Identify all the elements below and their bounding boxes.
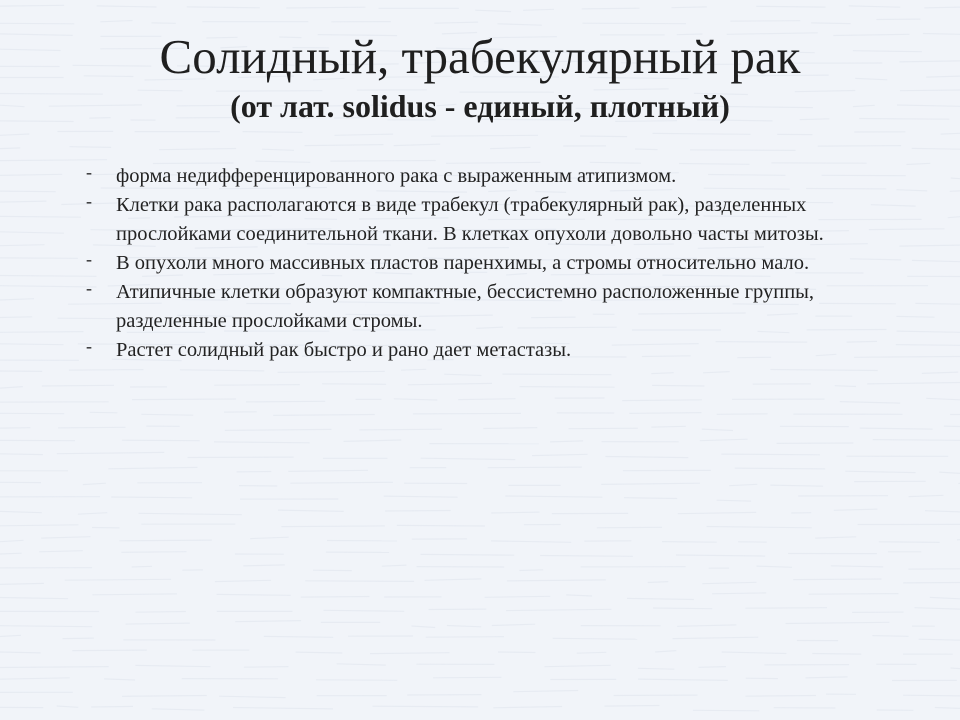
bullet-marker: - bbox=[86, 162, 92, 182]
bullet-marker: - bbox=[86, 191, 92, 211]
bullet-text: В опухоли много массивных пластов паренхимы, а стромы относительно мало. bbox=[116, 252, 810, 274]
bullet-item bbox=[86, 162, 886, 191]
bullet-marker: - bbox=[86, 278, 92, 298]
bullet-item bbox=[86, 278, 886, 336]
bullet-item bbox=[86, 191, 886, 249]
bullet-text: форма недифференцированного рака с выраженным атипизмом. bbox=[116, 165, 677, 187]
bullet-text: Клетки рака располагаются в виде трабекул (трабекулярный рак), разделенных прослойками соединительной ткани. В клетках опухоли довольно часты митозы. bbox=[116, 194, 824, 245]
bullet-marker: - bbox=[86, 336, 92, 356]
bullet-text: Растет солидный рак быстро и рано дает метастазы. bbox=[116, 339, 572, 361]
bullet-item bbox=[86, 249, 886, 278]
bullet-marker: - bbox=[86, 249, 92, 269]
slide-title: Солидный, трабекулярный рак bbox=[159, 29, 801, 84]
slide-subtitle: (от лат. solidus - единый, плотный) bbox=[230, 88, 730, 124]
bullet-item bbox=[86, 336, 886, 365]
bullet-list bbox=[86, 162, 886, 365]
bullet-text: Атипичные клетки образуют компактные, бессистемно расположенные группы, разделенные прослойками стромы. bbox=[116, 281, 815, 332]
